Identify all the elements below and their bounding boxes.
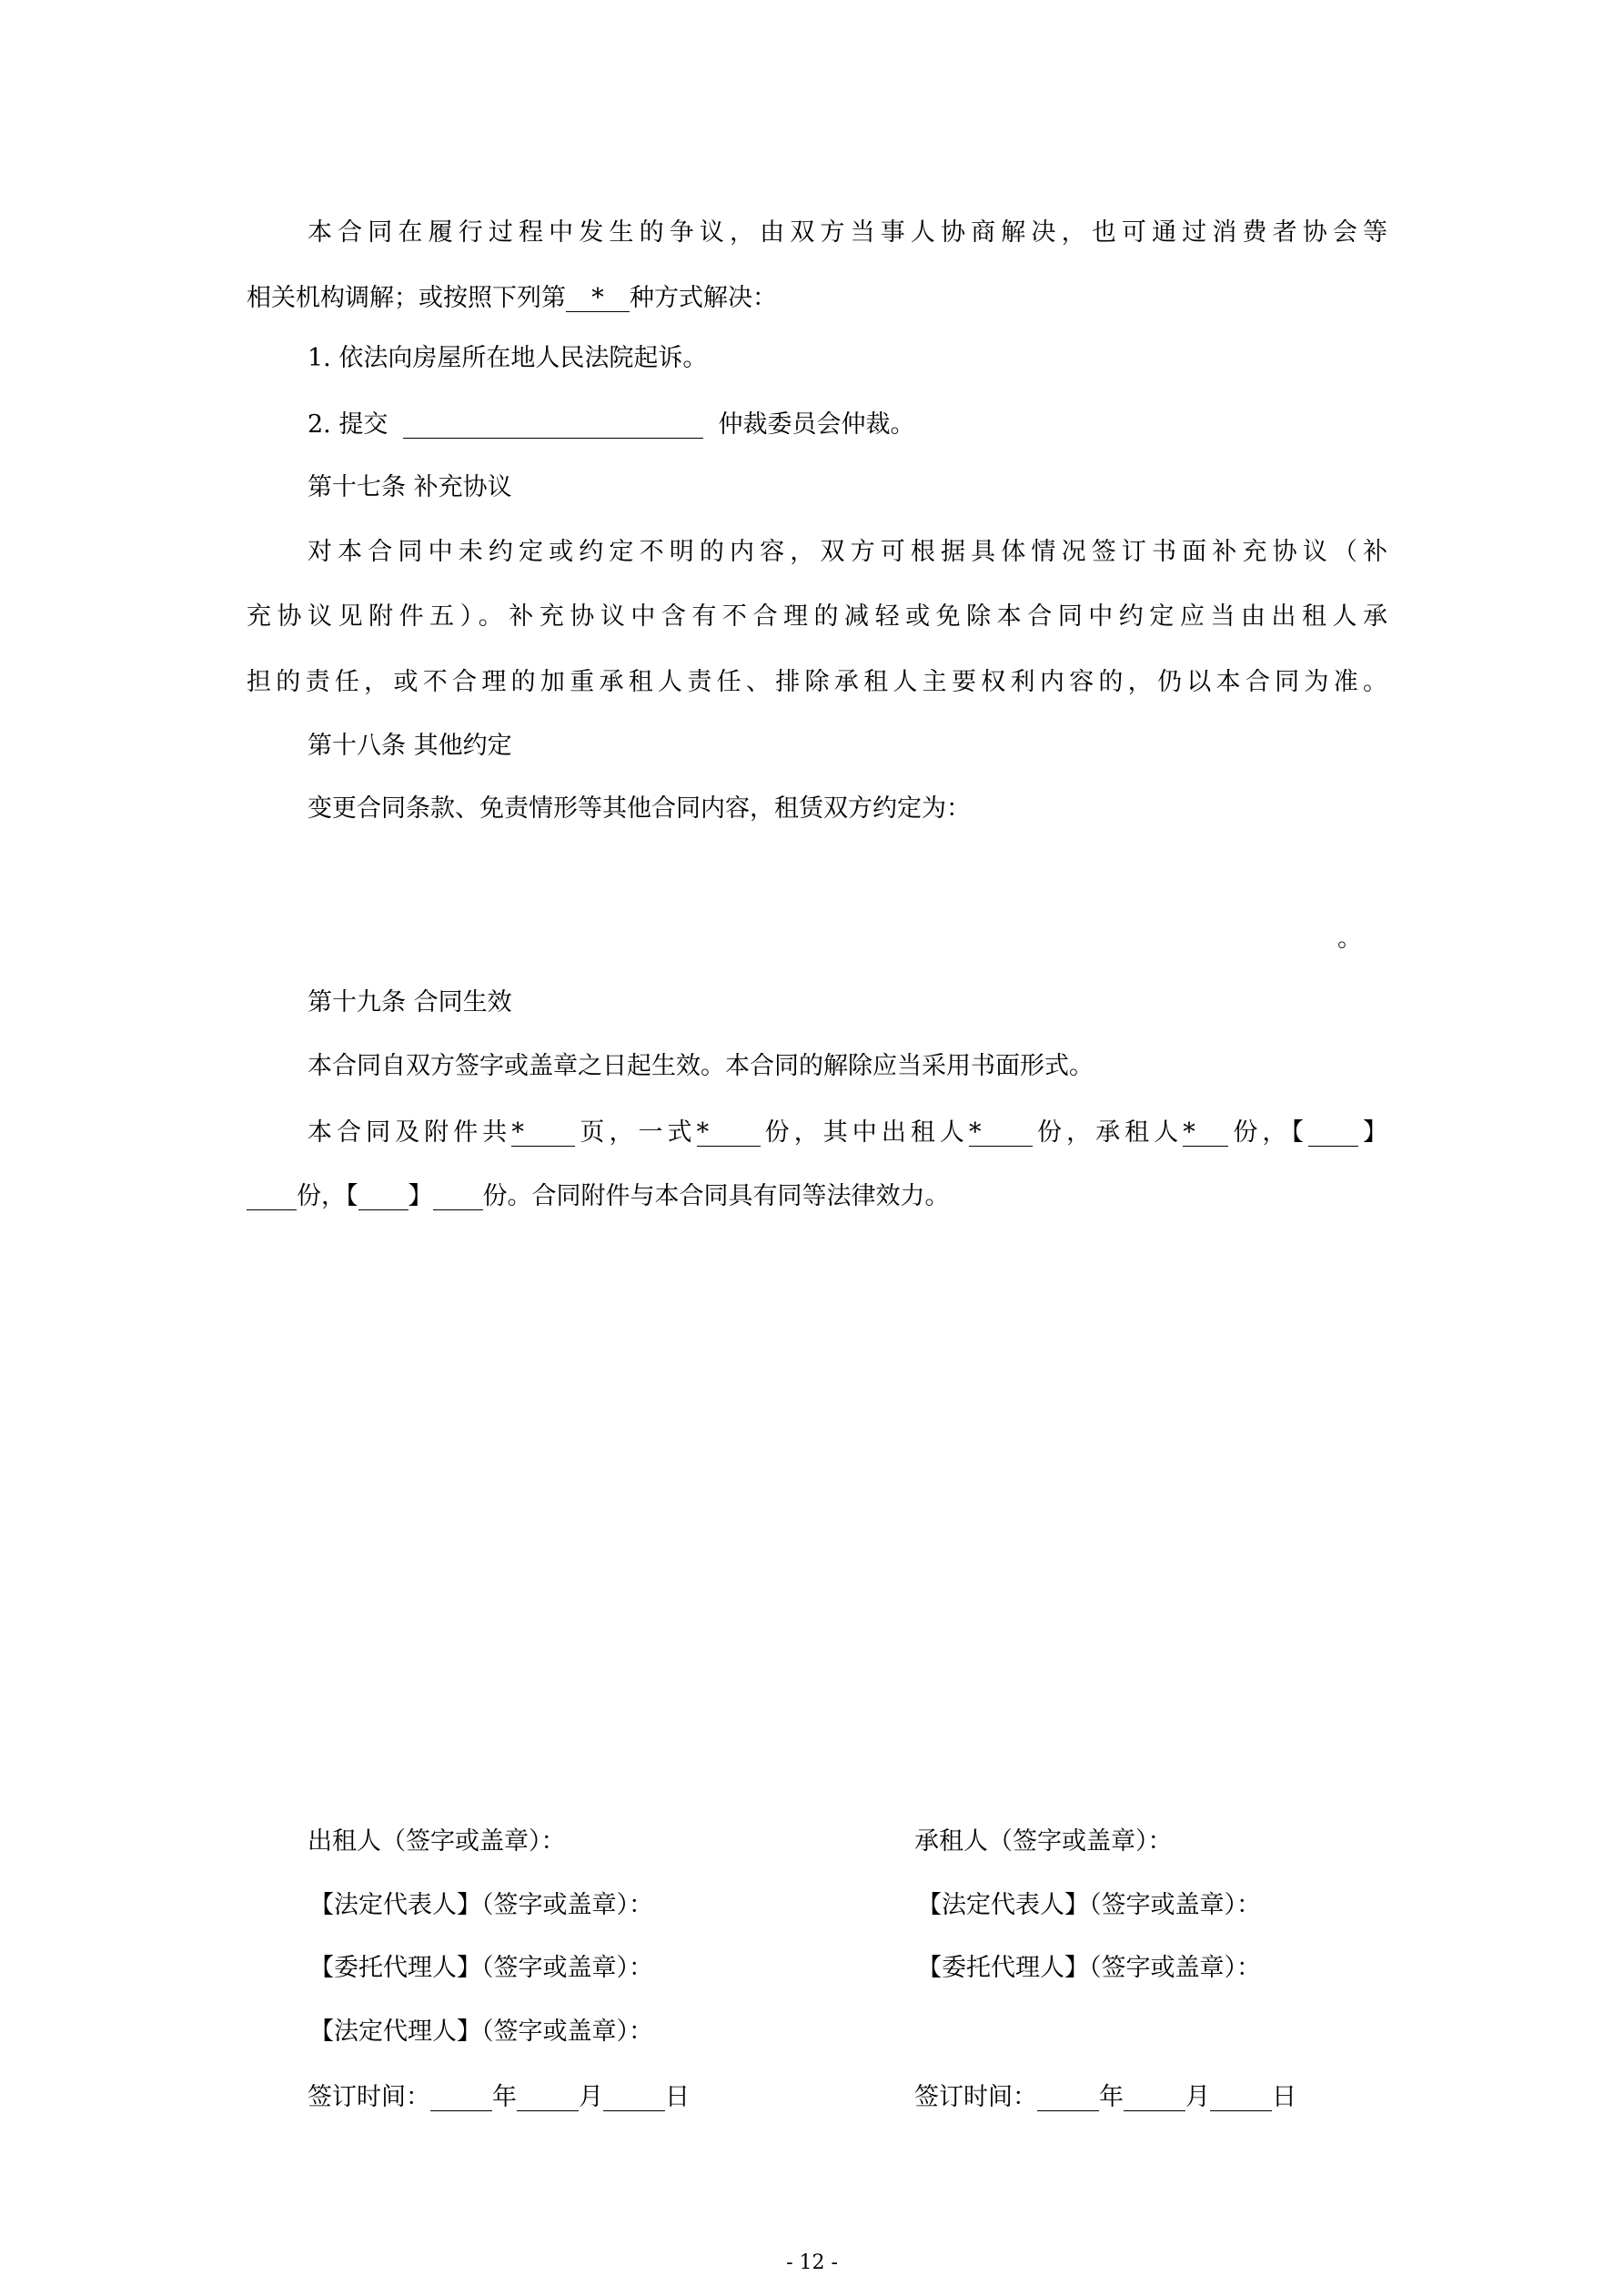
year-blank xyxy=(1037,2085,1099,2111)
text: 份，承租人 xyxy=(1032,1118,1184,1147)
article19-copies-line1 xyxy=(308,1118,1387,1148)
lessee-agent-signature: 【委托代理人】（签字或盖章）： xyxy=(917,1954,1261,1982)
article18-line1: 变更合同条款、免责情形等其他合同内容，租赁双方约定为： xyxy=(308,794,971,823)
lessee-legal-rep-signature: 【法定代表人】（签字或盖章）： xyxy=(917,1891,1261,1919)
text: 签订时间： xyxy=(914,2083,1037,2111)
article18-end-mark: 。 xyxy=(1337,925,1362,953)
lessor-signature: 出租人（签字或盖章）： xyxy=(308,1827,566,1856)
article19-copies-line2 xyxy=(247,1181,950,1212)
method-number-blank: * xyxy=(566,286,630,312)
lessor-guardian-signature: 【法定代理人】（签字或盖章）： xyxy=(309,2018,653,2046)
article17-line1: 对本合同中未约定或约定不明的内容，双方可根据具体情况签订书面补充协议（补 xyxy=(308,538,1387,566)
other-party2-blank xyxy=(358,1184,409,1210)
text: 】 xyxy=(1357,1118,1388,1147)
article18-title: 第十八条 其他约定 xyxy=(308,732,512,760)
text: 2. 提交 xyxy=(308,410,388,439)
article19-line1: 本合同自双方签字或盖章之日起生效。本合同的解除应当采用书面形式。 xyxy=(308,1052,1094,1080)
lessee-copies-blank: * xyxy=(1183,1120,1228,1147)
text: 】 xyxy=(408,1182,433,1210)
lessor-agent-signature: 【委托代理人】（签字或盖章）： xyxy=(309,1954,653,1982)
text: 签订时间： xyxy=(308,2083,430,2111)
option-litigation: 1. 依法向房屋所在地人民法院起诉。 xyxy=(308,344,708,372)
other-copies-blank xyxy=(247,1184,297,1210)
dispute-paragraph-line1: 本合同在履行过程中发生的争议，由双方当事人协商解决，也可通过消费者协会等 xyxy=(308,218,1387,247)
article17-title: 第十七条 补充协议 xyxy=(308,473,512,501)
year-blank xyxy=(430,2085,492,2111)
text: 种方式解决： xyxy=(630,284,777,312)
other-party-blank xyxy=(1308,1120,1358,1147)
text: 份。合同附件与本合同具有同等法律效力。 xyxy=(482,1182,950,1210)
text: 仲裁委员会仲裁。 xyxy=(718,410,915,439)
lessee-signature: 承租人（签字或盖章）： xyxy=(914,1827,1173,1856)
dispute-paragraph-line2 xyxy=(247,283,777,314)
arbitration-commission-blank xyxy=(403,412,703,439)
text: 份，【 xyxy=(297,1182,358,1210)
article19-title: 第十九条 合同生效 xyxy=(308,988,512,1017)
month-blank xyxy=(517,2085,579,2111)
lessor-legal-rep-signature: 【法定代表人】（签字或盖章）： xyxy=(309,1891,653,1919)
text: 年 xyxy=(492,2083,517,2111)
total-copies-blank: * xyxy=(697,1120,761,1147)
text: 本合同及附件共 xyxy=(308,1118,512,1147)
lessor-signing-date xyxy=(308,2082,690,2113)
other-copies2-blank xyxy=(433,1184,483,1210)
day-blank xyxy=(603,2085,665,2111)
text: 相关机构调解；或按照下列第 xyxy=(247,284,566,312)
text: 页，一式 xyxy=(575,1118,697,1147)
article17-line3: 担的责任，或不合理的加重承租人责任、排除承租人主要权利内容的，仍以本合同为准。 xyxy=(247,668,1387,696)
lessor-copies-blank: * xyxy=(969,1120,1033,1147)
page-number: - 12 - xyxy=(786,2251,838,2274)
lessee-signing-date xyxy=(914,2082,1296,2113)
option-arbitration xyxy=(308,410,915,440)
pages-blank: * xyxy=(511,1120,575,1147)
day-blank xyxy=(1210,2085,1272,2111)
month-blank xyxy=(1124,2085,1185,2111)
text: 月 xyxy=(579,2083,603,2111)
text: 月 xyxy=(1185,2083,1210,2111)
text: 日 xyxy=(665,2083,690,2111)
article17-line2: 充协议见附件五）。补充协议中含有不合理的减轻或免除本合同中约定应当由出租人承 xyxy=(247,602,1387,631)
text: 日 xyxy=(1272,2083,1296,2111)
text: 年 xyxy=(1099,2083,1124,2111)
text: 份，【 xyxy=(1228,1118,1308,1147)
text: 份，其中出租人 xyxy=(760,1118,969,1147)
